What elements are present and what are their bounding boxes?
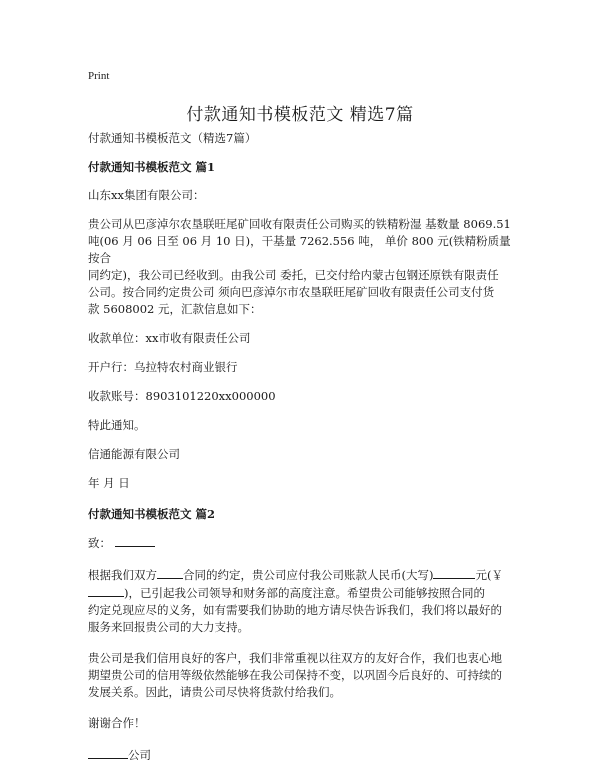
section1-salutation: 山东xx集团有限公司：	[88, 188, 205, 202]
section2-heading: 付款通知书模板范文 篇2	[88, 507, 216, 521]
amount-words-blank	[433, 566, 475, 579]
account-line: 收款账号：8903101220xx000000	[88, 389, 276, 403]
section2-line: 期望贵公司的信用等级依然能够在我公司保持不变，以巩固今后良好的、可持续的	[88, 668, 502, 682]
section1-line: 公司。按合同约定贵公司 须向巴彦淖尔市农垦联旺尾矿回收有限责任公司支付货	[88, 285, 495, 299]
section2-line: 约定兑现应尽的义务，如有需要我们协助的地方请尽快告诉我们，我们将以最好的	[88, 603, 502, 617]
text-span: )，已引起我公司领导和财务部的高度注意。希望贵公司能够按照合同的	[124, 586, 485, 600]
document-body	[88, 130, 520, 764]
date-line: 年 月 日	[88, 476, 130, 490]
section1-line: 款 5608002 元，汇款信息如下：	[88, 302, 262, 316]
section1-line: 同约定)，我公司已经收到。由我公司 委托，已交付给内蒙古包钢还原铁有限责任	[88, 268, 499, 282]
section2-line	[88, 584, 520, 602]
thanks-line: 谢谢合作！	[88, 716, 146, 730]
payee-line: 收款单位：xx市收有限责任公司	[88, 331, 251, 345]
section2-line	[88, 566, 520, 584]
section1-paragraph	[88, 216, 520, 318]
signature-line	[88, 746, 520, 764]
text-span: 合同的约定，贵公司应付我公司账款人民币(大写)	[183, 568, 434, 582]
company-name-blank	[88, 746, 128, 759]
section2-paragraph-1	[88, 566, 520, 636]
section2-line: 发展关系。因此，请贵公司尽快将货款付给我们。	[88, 685, 341, 699]
section2-line: 服务来回报贵公司的大力支持。	[88, 620, 249, 634]
document-subtitle: 付款通知书模板范文（精选7篇）	[88, 131, 257, 145]
amount-number-blank	[88, 584, 124, 597]
to-label: 致：	[88, 536, 111, 550]
print-link[interactable]: Print	[88, 70, 110, 82]
document-title: 付款通知书模板范文 精选7篇	[186, 105, 414, 125]
to-line	[88, 534, 520, 552]
section2-line: 贵公司是我们信用良好的客户，我们非常重视以往双方的友好合作，我们也衷心地	[88, 651, 502, 665]
to-blank	[115, 534, 155, 547]
company-line: 信通能源有限公司	[88, 447, 180, 461]
notice-line: 特此通知。	[88, 418, 146, 432]
text-span: 元(￥	[475, 568, 503, 582]
contract-blank	[157, 566, 183, 579]
section1-heading: 付款通知书模板范文 篇1	[88, 160, 216, 174]
section1-line: 吨(06 月 06 日至 06 月 10 日)，干基量 7262.556 吨， 单价 800 元(铁精粉质量按合	[88, 234, 511, 265]
section1-line: 贵公司从巴彦淖尔农垦联旺尾矿回收有限责任公司购买的铁精粉湿 基数量 8069.51	[88, 217, 511, 231]
text-span: 根据我们双方	[88, 568, 157, 582]
section2-paragraph-2	[88, 650, 520, 701]
bank-line: 开户行：乌拉特农村商业银行	[88, 360, 238, 374]
text-span: 公司	[128, 748, 151, 762]
